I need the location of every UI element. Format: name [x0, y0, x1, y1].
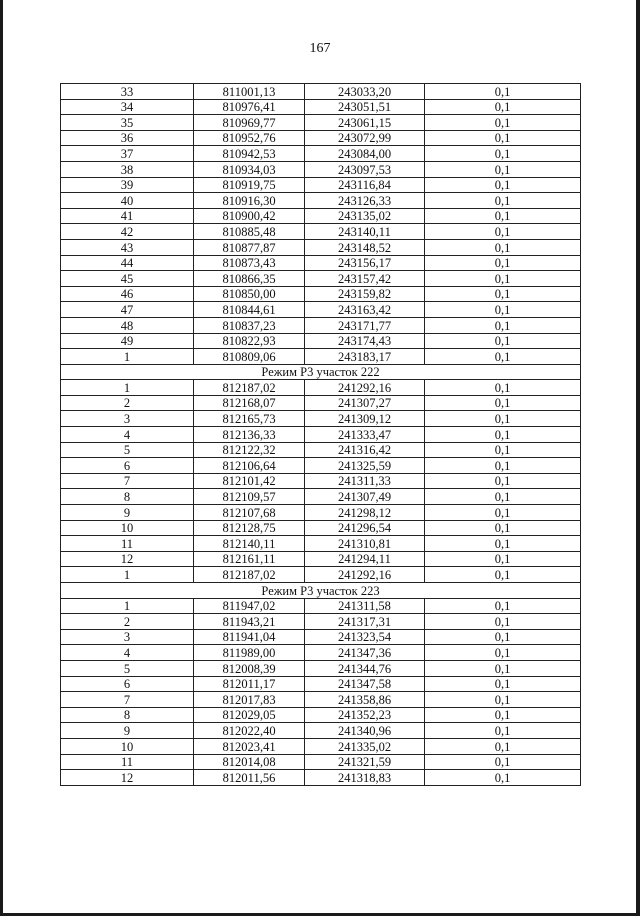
accuracy-cell: 0,1 — [425, 84, 581, 100]
y-coordinate-cell: 241311,58 — [305, 598, 425, 614]
x-coordinate-cell: 812161,11 — [194, 551, 305, 567]
y-coordinate-cell: 243097,53 — [305, 161, 425, 177]
accuracy-cell: 0,1 — [425, 271, 581, 287]
y-coordinate-cell: 241316,42 — [305, 442, 425, 458]
accuracy-cell: 0,1 — [425, 551, 581, 567]
x-coordinate-cell: 812136,33 — [194, 427, 305, 443]
x-coordinate-cell: 811001,13 — [194, 84, 305, 100]
accuracy-cell: 0,1 — [425, 567, 581, 583]
accuracy-cell: 0,1 — [425, 146, 581, 162]
table-row — [61, 302, 581, 318]
point-number-cell: 46 — [61, 286, 194, 302]
y-coordinate-cell: 243159,82 — [305, 286, 425, 302]
accuracy-cell: 0,1 — [425, 458, 581, 474]
table-row — [61, 629, 581, 645]
point-number-cell: 2 — [61, 614, 194, 630]
table-row — [61, 380, 581, 396]
y-coordinate-cell: 243051,51 — [305, 99, 425, 115]
y-coordinate-cell: 241358,86 — [305, 692, 425, 708]
point-number-cell: 35 — [61, 115, 194, 131]
accuracy-cell: 0,1 — [425, 473, 581, 489]
table-row — [61, 738, 581, 754]
y-coordinate-cell: 243171,77 — [305, 317, 425, 333]
accuracy-cell: 0,1 — [425, 255, 581, 271]
table-row — [61, 84, 581, 100]
point-number-cell: 44 — [61, 255, 194, 271]
accuracy-cell: 0,1 — [425, 660, 581, 676]
table-row — [61, 676, 581, 692]
table-row — [61, 271, 581, 287]
table-row — [61, 115, 581, 131]
y-coordinate-cell: 243148,52 — [305, 239, 425, 255]
accuracy-cell: 0,1 — [425, 193, 581, 209]
y-coordinate-cell: 241292,16 — [305, 567, 425, 583]
point-number-cell: 9 — [61, 505, 194, 521]
x-coordinate-cell: 810976,41 — [194, 99, 305, 115]
table-row — [61, 224, 581, 240]
table-row — [61, 645, 581, 661]
table-row — [61, 458, 581, 474]
table-row — [61, 317, 581, 333]
x-coordinate-cell: 810822,93 — [194, 333, 305, 349]
accuracy-cell: 0,1 — [425, 333, 581, 349]
accuracy-cell: 0,1 — [425, 738, 581, 754]
point-number-cell: 38 — [61, 161, 194, 177]
x-coordinate-cell: 812109,57 — [194, 489, 305, 505]
point-number-cell: 10 — [61, 738, 194, 754]
accuracy-cell: 0,1 — [425, 505, 581, 521]
accuracy-cell: 0,1 — [425, 302, 581, 318]
point-number-cell: 42 — [61, 224, 194, 240]
y-coordinate-cell: 241323,54 — [305, 629, 425, 645]
table-row — [61, 723, 581, 739]
table-row — [61, 567, 581, 583]
accuracy-cell: 0,1 — [425, 723, 581, 739]
point-number-cell: 6 — [61, 676, 194, 692]
point-number-cell: 36 — [61, 130, 194, 146]
table-row — [61, 442, 581, 458]
accuracy-cell: 0,1 — [425, 115, 581, 131]
y-coordinate-cell: 243156,17 — [305, 255, 425, 271]
x-coordinate-cell: 812029,05 — [194, 707, 305, 723]
table-row — [61, 411, 581, 427]
y-coordinate-cell: 241347,36 — [305, 645, 425, 661]
x-coordinate-cell: 810844,61 — [194, 302, 305, 318]
y-coordinate-cell: 243084,00 — [305, 146, 425, 162]
y-coordinate-cell: 243174,43 — [305, 333, 425, 349]
x-coordinate-cell: 810850,00 — [194, 286, 305, 302]
y-coordinate-cell: 241307,49 — [305, 489, 425, 505]
point-number-cell: 1 — [61, 567, 194, 583]
point-number-cell: 5 — [61, 442, 194, 458]
y-coordinate-cell: 241333,47 — [305, 427, 425, 443]
point-number-cell: 4 — [61, 645, 194, 661]
accuracy-cell: 0,1 — [425, 489, 581, 505]
table-row — [61, 286, 581, 302]
table-row — [61, 349, 581, 365]
x-coordinate-cell: 812128,75 — [194, 520, 305, 536]
x-coordinate-cell: 811941,04 — [194, 629, 305, 645]
scan-border-right — [636, 0, 640, 916]
x-coordinate-cell: 812165,73 — [194, 411, 305, 427]
y-coordinate-cell: 241310,81 — [305, 536, 425, 552]
y-coordinate-cell: 241347,58 — [305, 676, 425, 692]
table-row — [61, 193, 581, 209]
x-coordinate-cell: 812140,11 — [194, 536, 305, 552]
x-coordinate-cell: 812022,40 — [194, 723, 305, 739]
point-number-cell: 33 — [61, 84, 194, 100]
table-row — [61, 598, 581, 614]
x-coordinate-cell: 812106,64 — [194, 458, 305, 474]
x-coordinate-cell: 812008,39 — [194, 660, 305, 676]
x-coordinate-cell: 812014,08 — [194, 754, 305, 770]
x-coordinate-cell: 812122,32 — [194, 442, 305, 458]
point-number-cell: 34 — [61, 99, 194, 115]
point-number-cell: 12 — [61, 551, 194, 567]
table-row — [61, 395, 581, 411]
table-row — [61, 427, 581, 443]
y-coordinate-cell: 243157,42 — [305, 271, 425, 287]
y-coordinate-cell: 243183,17 — [305, 349, 425, 365]
accuracy-cell: 0,1 — [425, 161, 581, 177]
y-coordinate-cell: 241317,31 — [305, 614, 425, 630]
accuracy-cell: 0,1 — [425, 286, 581, 302]
accuracy-cell: 0,1 — [425, 239, 581, 255]
x-coordinate-cell: 810952,76 — [194, 130, 305, 146]
y-coordinate-cell: 241344,76 — [305, 660, 425, 676]
accuracy-cell: 0,1 — [425, 130, 581, 146]
x-coordinate-cell: 811947,02 — [194, 598, 305, 614]
point-number-cell: 3 — [61, 629, 194, 645]
y-coordinate-cell: 241296,54 — [305, 520, 425, 536]
x-coordinate-cell: 812168,07 — [194, 395, 305, 411]
y-coordinate-cell: 243072,99 — [305, 130, 425, 146]
table-row — [61, 505, 581, 521]
table-row — [61, 707, 581, 723]
accuracy-cell: 0,1 — [425, 411, 581, 427]
point-number-cell: 41 — [61, 208, 194, 224]
scan-border-left — [0, 0, 3, 916]
y-coordinate-cell: 241325,59 — [305, 458, 425, 474]
coordinates-table-body — [61, 84, 581, 786]
point-number-cell: 8 — [61, 489, 194, 505]
y-coordinate-cell: 241318,83 — [305, 770, 425, 786]
accuracy-cell: 0,1 — [425, 770, 581, 786]
point-number-cell: 7 — [61, 473, 194, 489]
y-coordinate-cell: 243163,42 — [305, 302, 425, 318]
table-row — [61, 551, 581, 567]
point-number-cell: 4 — [61, 427, 194, 443]
table-row — [61, 754, 581, 770]
y-coordinate-cell: 243135,02 — [305, 208, 425, 224]
table-row — [61, 146, 581, 162]
y-coordinate-cell: 241321,59 — [305, 754, 425, 770]
accuracy-cell: 0,1 — [425, 692, 581, 708]
accuracy-cell: 0,1 — [425, 349, 581, 365]
y-coordinate-cell: 243140,11 — [305, 224, 425, 240]
section-header-row — [61, 583, 581, 599]
table-row — [61, 520, 581, 536]
accuracy-cell: 0,1 — [425, 427, 581, 443]
x-coordinate-cell: 810934,03 — [194, 161, 305, 177]
point-number-cell: 39 — [61, 177, 194, 193]
x-coordinate-cell: 811989,00 — [194, 645, 305, 661]
accuracy-cell: 0,1 — [425, 676, 581, 692]
point-number-cell: 9 — [61, 723, 194, 739]
point-number-cell: 40 — [61, 193, 194, 209]
accuracy-cell: 0,1 — [425, 536, 581, 552]
accuracy-cell: 0,1 — [425, 177, 581, 193]
section-header-row — [61, 364, 581, 380]
table-row — [61, 239, 581, 255]
x-coordinate-cell: 812011,56 — [194, 770, 305, 786]
x-coordinate-cell: 812023,41 — [194, 738, 305, 754]
table-row — [61, 536, 581, 552]
x-coordinate-cell: 810919,75 — [194, 177, 305, 193]
y-coordinate-cell: 241340,96 — [305, 723, 425, 739]
table-row — [61, 692, 581, 708]
table-row — [61, 130, 581, 146]
x-coordinate-cell: 812187,02 — [194, 380, 305, 396]
point-number-cell: 10 — [61, 520, 194, 536]
accuracy-cell: 0,1 — [425, 99, 581, 115]
x-coordinate-cell: 810837,23 — [194, 317, 305, 333]
y-coordinate-cell: 241309,12 — [305, 411, 425, 427]
x-coordinate-cell: 812017,83 — [194, 692, 305, 708]
x-coordinate-cell: 812011,17 — [194, 676, 305, 692]
table-row — [61, 99, 581, 115]
table-row — [61, 473, 581, 489]
y-coordinate-cell: 241311,33 — [305, 473, 425, 489]
y-coordinate-cell: 243033,20 — [305, 84, 425, 100]
point-number-cell: 43 — [61, 239, 194, 255]
point-number-cell: 37 — [61, 146, 194, 162]
table-row — [61, 161, 581, 177]
accuracy-cell: 0,1 — [425, 208, 581, 224]
x-coordinate-cell: 810866,35 — [194, 271, 305, 287]
accuracy-cell: 0,1 — [425, 442, 581, 458]
table-row — [61, 489, 581, 505]
table-row — [61, 177, 581, 193]
x-coordinate-cell: 810873,43 — [194, 255, 305, 271]
point-number-cell: 48 — [61, 317, 194, 333]
x-coordinate-cell: 810969,77 — [194, 115, 305, 131]
accuracy-cell: 0,1 — [425, 614, 581, 630]
point-number-cell: 1 — [61, 598, 194, 614]
y-coordinate-cell: 243061,15 — [305, 115, 425, 131]
x-coordinate-cell: 810809,06 — [194, 349, 305, 365]
y-coordinate-cell: 241335,02 — [305, 738, 425, 754]
accuracy-cell: 0,1 — [425, 317, 581, 333]
point-number-cell: 6 — [61, 458, 194, 474]
y-coordinate-cell: 241298,12 — [305, 505, 425, 521]
point-number-cell: 11 — [61, 536, 194, 552]
x-coordinate-cell: 810942,53 — [194, 146, 305, 162]
accuracy-cell: 0,1 — [425, 395, 581, 411]
point-number-cell: 11 — [61, 754, 194, 770]
accuracy-cell: 0,1 — [425, 224, 581, 240]
y-coordinate-cell: 243126,33 — [305, 193, 425, 209]
point-number-cell: 49 — [61, 333, 194, 349]
coordinates-table — [60, 83, 581, 786]
section-title: Режим Р3 участок 223 — [61, 583, 581, 599]
y-coordinate-cell: 241292,16 — [305, 380, 425, 396]
accuracy-cell: 0,1 — [425, 707, 581, 723]
table-row — [61, 660, 581, 676]
x-coordinate-cell: 810877,87 — [194, 239, 305, 255]
x-coordinate-cell: 810885,48 — [194, 224, 305, 240]
table-row — [61, 333, 581, 349]
table-row — [61, 770, 581, 786]
point-number-cell: 12 — [61, 770, 194, 786]
y-coordinate-cell: 241294,11 — [305, 551, 425, 567]
accuracy-cell: 0,1 — [425, 629, 581, 645]
y-coordinate-cell: 241352,23 — [305, 707, 425, 723]
accuracy-cell: 0,1 — [425, 754, 581, 770]
y-coordinate-cell: 241307,27 — [305, 395, 425, 411]
point-number-cell: 1 — [61, 349, 194, 365]
y-coordinate-cell: 243116,84 — [305, 177, 425, 193]
point-number-cell: 47 — [61, 302, 194, 318]
x-coordinate-cell: 812187,02 — [194, 567, 305, 583]
x-coordinate-cell: 810900,42 — [194, 208, 305, 224]
point-number-cell: 1 — [61, 380, 194, 396]
accuracy-cell: 0,1 — [425, 598, 581, 614]
accuracy-cell: 0,1 — [425, 520, 581, 536]
section-title: Режим Р3 участок 222 — [61, 364, 581, 380]
x-coordinate-cell: 812107,68 — [194, 505, 305, 521]
point-number-cell: 5 — [61, 660, 194, 676]
point-number-cell: 3 — [61, 411, 194, 427]
point-number-cell: 45 — [61, 271, 194, 287]
x-coordinate-cell: 812101,42 — [194, 473, 305, 489]
table-row — [61, 255, 581, 271]
table-row — [61, 208, 581, 224]
x-coordinate-cell: 810916,30 — [194, 193, 305, 209]
point-number-cell: 7 — [61, 692, 194, 708]
table-row — [61, 614, 581, 630]
accuracy-cell: 0,1 — [425, 380, 581, 396]
point-number-cell: 8 — [61, 707, 194, 723]
accuracy-cell: 0,1 — [425, 645, 581, 661]
page-number: 167 — [309, 41, 331, 56]
point-number-cell: 2 — [61, 395, 194, 411]
x-coordinate-cell: 811943,21 — [194, 614, 305, 630]
